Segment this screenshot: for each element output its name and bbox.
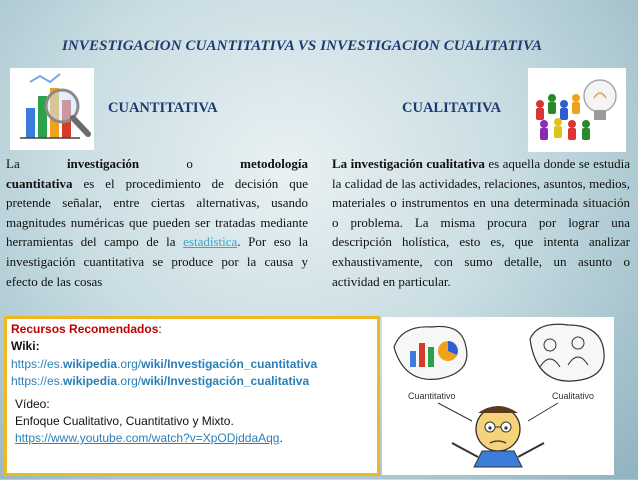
quantitative-desc-word-la: La <box>6 156 20 171</box>
wiki-label: Wiki: <box>11 339 40 354</box>
quantitative-desc-ending: . Por eso la investigación cuantitativa se produce por la causa y efecto de las cosas <box>6 234 308 289</box>
video-link-line: https://www.youtube.com/watch?v=XpODjddaAqg. <box>15 431 283 446</box>
wiki-link-cuantitativa[interactable]: https://es.wikipedia.org/wiki/Investigación_cuantitativa <box>11 356 318 371</box>
quantitative-description <box>6 154 308 291</box>
qualitative-description <box>332 154 630 291</box>
quantitative-desc-word-investigacion: investigación <box>66 156 140 171</box>
resources-heading-line <box>11 321 373 338</box>
video-label-line: Vídeo: <box>15 396 50 411</box>
resources-heading: Recursos Recomendados <box>11 322 159 336</box>
qualitative-people-image <box>528 68 626 152</box>
confused-researcher-cartoon <box>382 317 614 475</box>
cartoon-label-cualitativo: Cualitativo <box>552 391 595 401</box>
quantitative-chart-image <box>10 68 94 150</box>
qualitative-desc-body: es aquella donde se estudia la calidad de las actividades, relaciones, asuntos, medios, materiales o instrumentos en una determinada situación o problema. La misma procura por lograr una descripción holística, esto es, que intenta analizar exhaustivamente, con sumo detalle, un asunto o actividad en particular. <box>332 156 630 289</box>
wiki-link-cualitativa[interactable]: https://es.wikipedia.org/wiki/Investigación_cualitativa <box>11 374 310 389</box>
youtube-link[interactable]: https://www.youtube.com/watch?v=XpODjddaAqg <box>15 431 280 446</box>
video-title: Enfoque Cualitativo, Cuantitativo y Mixto. <box>15 414 234 429</box>
qualitative-heading: CUALITATIVA <box>402 100 502 116</box>
qualitative-desc-bold: La investigación cualitativa <box>332 156 485 171</box>
estadistica-link[interactable]: estadística <box>183 234 238 250</box>
quantitative-desc-word-metodologia: metodología <box>240 156 309 171</box>
video-label: Vídeo <box>15 396 47 411</box>
slide-title: INVESTIGACION CUANTITATIVA VS INVESTIGACION CUALITATIVA <box>62 38 543 54</box>
resources-heading-colon: : <box>158 322 162 336</box>
quantitative-desc-word-cuantitativa: cuantitativa <box>6 175 73 191</box>
quantitative-desc-word-o: o <box>186 156 193 171</box>
quantitative-heading: CUANTITATIVA <box>108 100 218 116</box>
recommended-resources-box <box>4 316 380 476</box>
cartoon-label-cuantitativo: Cuantitativo <box>408 391 456 401</box>
video-section <box>11 396 373 448</box>
quantitative-desc-body: es el procedimiento de decisión que pretende señalar, entre ciertas alternativas, usando magnitudes numéricas que pueden ser tratadas mediante herramientas del campo de la <box>6 175 308 250</box>
